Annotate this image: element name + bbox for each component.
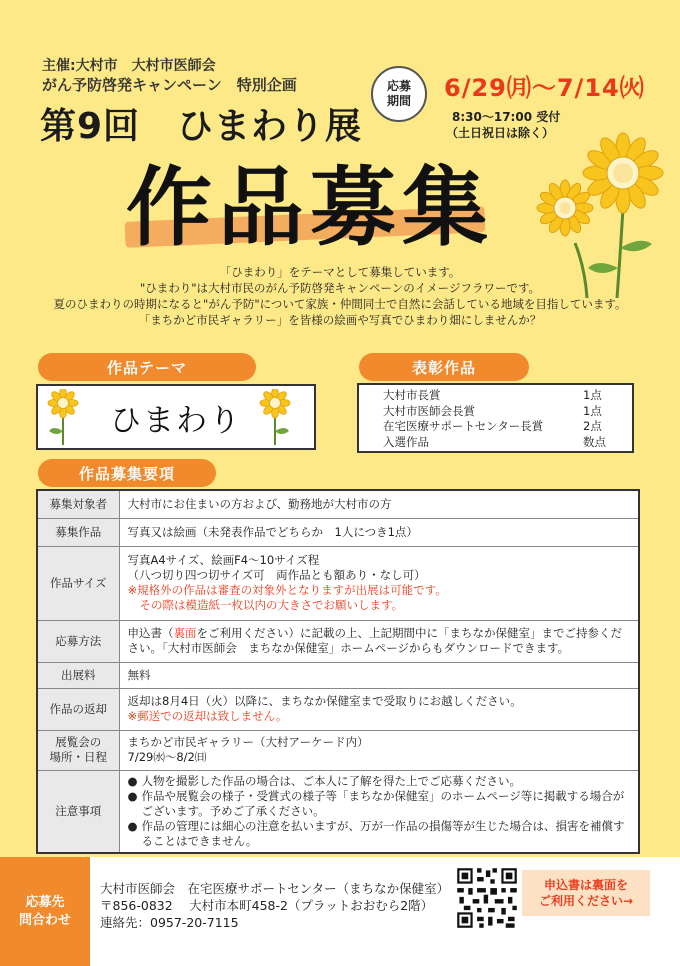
return-text: 返却は8月4日（火）以降に、まちなか保健室まで受取りにお越しください。 xyxy=(127,694,522,708)
period-badge xyxy=(371,66,427,122)
organizer-text: 主催:大村市 大村市医師会 xyxy=(42,58,216,74)
contact-org: 大村市医師会 在宅医療サポートセンター（まちなか保健室） xyxy=(100,881,450,896)
table-row xyxy=(37,518,639,546)
row-value xyxy=(119,730,639,770)
row-label: 募集対象者 xyxy=(37,490,119,518)
row-label: 出展料 xyxy=(37,662,119,688)
venue-label: 展覧会の xyxy=(55,735,102,749)
row-value xyxy=(119,688,639,730)
period-note: （土日祝日は除く） xyxy=(446,126,555,140)
table-row xyxy=(37,770,639,853)
award-name: 大村市長賞 xyxy=(383,388,441,402)
intro-line: 夏のひまわりの時期になると"がん予防"について家族・仲間同士で自然に会話している地域を目指しています。 xyxy=(53,297,627,311)
form-note-line2: ご利用ください→ xyxy=(538,894,634,908)
requirements-table xyxy=(36,489,640,854)
intro-line: 「ひまわり」をテーマとして募集しています。 xyxy=(219,265,461,279)
contact-address: 〒856-0832 大村市本町458-2（プラットおおむら2階） xyxy=(100,898,434,913)
row-label xyxy=(37,730,119,770)
row-label: 作品の返却 xyxy=(37,688,119,730)
row-value xyxy=(119,620,639,662)
contact-label xyxy=(0,857,90,966)
award-count: 数点 xyxy=(583,434,606,449)
note-text: 作品や展覧会の様子・受賞式の様子等「まちなか保健室」のホームページ等に掲載する場合がございます。予めご了承ください。 xyxy=(141,788,625,818)
row-label: 募集作品 xyxy=(37,518,119,546)
note-item: ● 作品の管理には細心の注意を払いますが、万が一作品の損傷等が生じた場合は、損害を補償することはできません。 xyxy=(128,819,631,849)
venue-line: 7/29㈬～8/2㈰ xyxy=(127,750,207,764)
note-text: 人物を撮影した作品の場合は、ご本人に了解を得た上でご応募ください。 xyxy=(141,773,521,788)
table-row xyxy=(37,620,639,662)
award-count: 2点 xyxy=(583,419,602,433)
intro-text xyxy=(0,264,680,328)
venue-line: まちかど市民ギャラリー（大村アーケード内） xyxy=(127,735,369,749)
award-name: 在宅医療サポートセンター長賞 xyxy=(383,419,544,433)
award-name: 大村市医師会長賞 xyxy=(383,403,475,418)
row-value xyxy=(119,546,639,620)
sunflower-icon xyxy=(46,389,80,445)
note-text: 作品の管理には細心の注意を払いますが、万が一作品の損傷等が生じた場合は、損害を補償することはできません。 xyxy=(141,818,625,848)
row-label: 応募方法 xyxy=(37,620,119,662)
contact-label-line1: 応募先 xyxy=(25,894,65,910)
method-text: をご利用ください）に記載の上、上記期間中に「まちなか保健室」までご持参ください。「大村市医師会 まちなか保健室」ホームページからもダウンロードできます。 xyxy=(127,626,622,655)
period-badge-line2: 期間 xyxy=(386,94,411,108)
table-row xyxy=(37,688,639,730)
award-item xyxy=(383,404,632,420)
venue-label: 場所・日程 xyxy=(49,750,107,764)
sunflower-icon xyxy=(258,389,292,445)
size-note: ※規格外の作品は審査の対象外となりますが出展は可能です。 xyxy=(127,583,447,597)
period-dates: 6/29㈪～7/14㈫ xyxy=(444,74,645,102)
requirements-heading: 作品募集要項 xyxy=(38,459,216,487)
intro-line: 「まちかど市民ギャラリー」を皆様の絵画や写真でひまわり畑にしませんか？ xyxy=(138,313,542,327)
theme-value: ひまわり xyxy=(110,402,242,439)
table-row xyxy=(37,662,639,688)
form-note-badge xyxy=(522,870,650,916)
size-line: （八つ切り四つ切サイズ可 両作品とも額あり・なし可） xyxy=(127,568,426,582)
award-count: 1点 xyxy=(583,403,602,418)
main-heading: 作品募集 xyxy=(126,158,494,258)
award-item xyxy=(383,419,632,435)
form-note-line1: 申込書は裏面を xyxy=(543,878,628,892)
row-value: 大村市にお住まいの方および、勤務地が大村市の方 xyxy=(119,490,639,518)
period-badge-line1: 応募 xyxy=(386,79,411,93)
award-name: 入選作品 xyxy=(383,434,429,449)
qr-code-icon[interactable] xyxy=(455,866,519,930)
period-hours: 8:30～17:00 受付 xyxy=(452,110,561,124)
theme-heading: 作品テーマ xyxy=(38,353,256,381)
method-highlight: 裏面 xyxy=(173,626,197,640)
award-item xyxy=(383,388,632,404)
note-item: ● 人物を撮影した作品の場合は、ご本人に了解を得た上でご応募ください。 xyxy=(127,773,521,788)
table-row xyxy=(37,490,639,518)
table-row xyxy=(37,730,639,770)
contact-label-line2: 問合わせ xyxy=(18,912,71,928)
award-item xyxy=(383,435,632,451)
event-title: 第9回 ひまわり展 xyxy=(40,106,363,147)
row-label: 作品サイズ xyxy=(37,546,119,620)
campaign-text: がん予防啓発キャンペーン 特別企画 xyxy=(42,76,297,94)
row-value: 無料 xyxy=(119,662,639,688)
return-note: ※郵送での返却は致しません。 xyxy=(127,709,288,723)
contact-phone: 連絡先：0957-20-7115 xyxy=(100,915,239,930)
row-value xyxy=(119,770,639,853)
contact-info xyxy=(100,880,449,931)
note-item: ● 作品や展覧会の様子・受賞式の様子等「まちなか保健室」のホームページ等に掲載する場合がございます。予めご了承ください。 xyxy=(128,789,631,819)
award-count: 1点 xyxy=(583,388,602,402)
intro-line: "ひまわり"は大村市民のがん予防啓発キャンペーンのイメージフラワーです。 xyxy=(139,281,541,295)
table-row xyxy=(37,546,639,620)
awards-heading: 表彰作品 xyxy=(359,353,529,381)
size-line: 写真A4サイズ、絵画F4～10サイズ程 xyxy=(127,553,320,567)
row-label: 注意事項 xyxy=(37,770,119,853)
method-text: 申込書（ xyxy=(127,626,174,640)
row-value: 写真又は絵画（未発表作品でどちらか 1人につき1点） xyxy=(119,518,639,546)
size-note: その際は模造紙一枚以内の大きさでお願いします。 xyxy=(139,598,404,612)
awards-list xyxy=(357,383,634,453)
